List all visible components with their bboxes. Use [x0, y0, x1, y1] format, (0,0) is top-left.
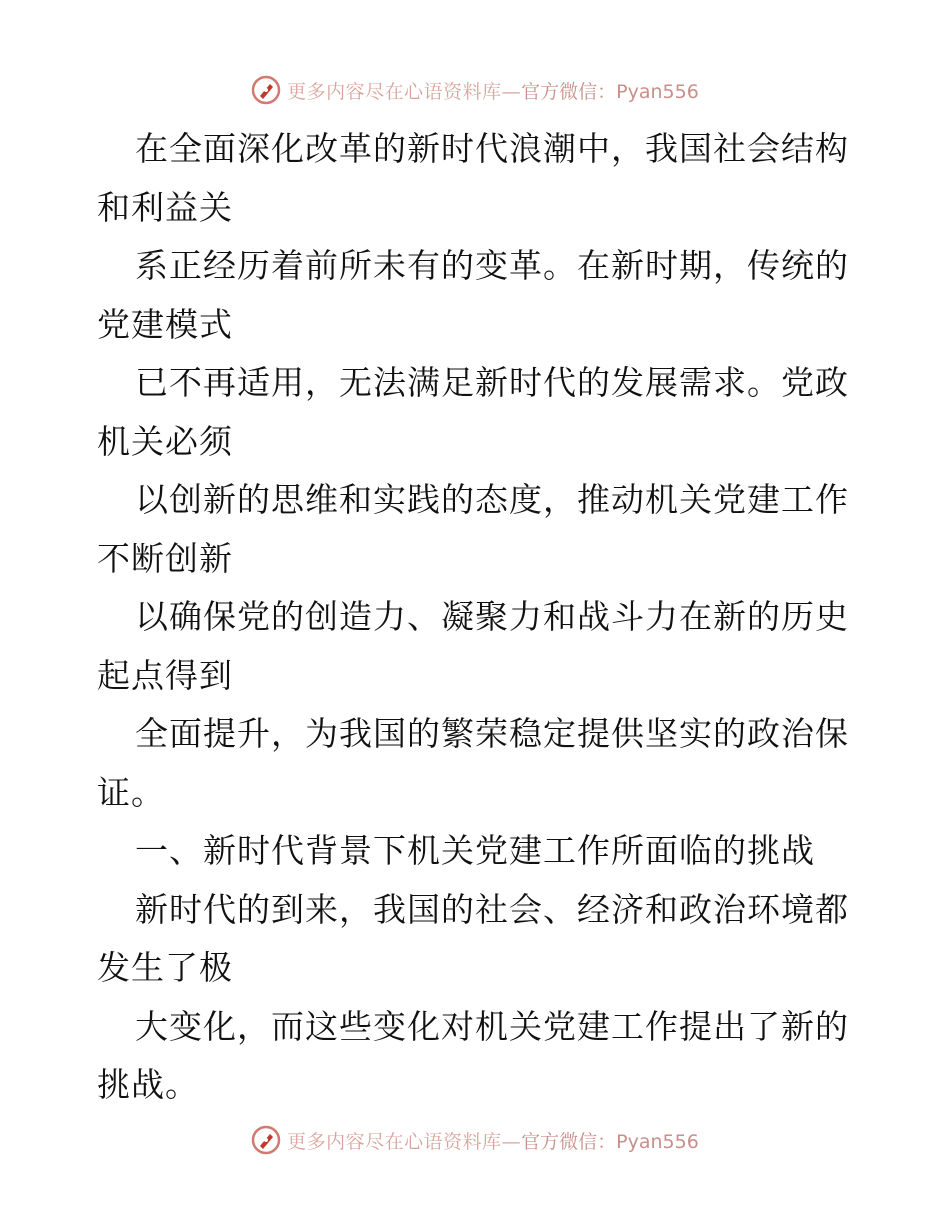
paragraph-3-line-2: 机关必须	[97, 421, 233, 461]
paragraph-2-line-2: 党建模式	[97, 304, 233, 344]
footer-watermark	[0, 1122, 950, 1158]
pen-nib-logo-icon	[251, 1125, 281, 1155]
paragraph-5-line-1: 以确保党的创造力、凝聚力和战斗力在新的历史	[135, 597, 849, 636]
watermark-site-text: 更多内容尽在心语资料库—	[287, 1130, 522, 1153]
paragraph-8-line-1: 大变化，而这些变化对机关党建工作提出了新的	[135, 1006, 849, 1046]
paragraph-1-line-2: 和利益关	[97, 187, 233, 227]
header-watermark	[0, 72, 950, 108]
paragraph-5-line-2: 起点得到	[97, 655, 233, 695]
watermark-wechat-text: 官方微信：Pyan556	[521, 1130, 699, 1153]
paragraph-2-line-1: 系正经历着前所未有的变革。在新时期，传统的	[135, 246, 849, 285]
document-body	[97, 120, 857, 1115]
section-heading: 一、新时代背景下机关党建工作所面临的挑战	[135, 831, 815, 870]
paragraph-6-line-2: 证。	[97, 772, 165, 812]
paragraph-6-line-1: 全面提升，为我国的繁荣稳定提供坚实的政治保	[135, 714, 849, 753]
paragraph-1-line-1: 在全面深化改革的新时代浪潮中，我国社会结构	[135, 129, 849, 168]
paragraph-8-line-2: 挑战。	[97, 1065, 199, 1104]
pen-nib-logo-icon	[251, 75, 281, 105]
watermark-wechat-text: 官方微信：Pyan556	[521, 80, 699, 103]
paragraph-7-line-1: 新时代的到来，我国的社会、经济和政治环境都	[135, 889, 849, 929]
paragraph-4-line-1: 以创新的思维和实践的态度，推动机关党建工作	[135, 480, 849, 519]
paragraph-3-line-1: 已不再适用，无法满足新时代的发展需求。党政	[135, 363, 849, 402]
paragraph-7-line-2: 发生了极	[97, 948, 233, 987]
paragraph-4-line-2: 不断创新	[97, 538, 233, 578]
watermark-site-text: 更多内容尽在心语资料库—	[287, 80, 522, 103]
